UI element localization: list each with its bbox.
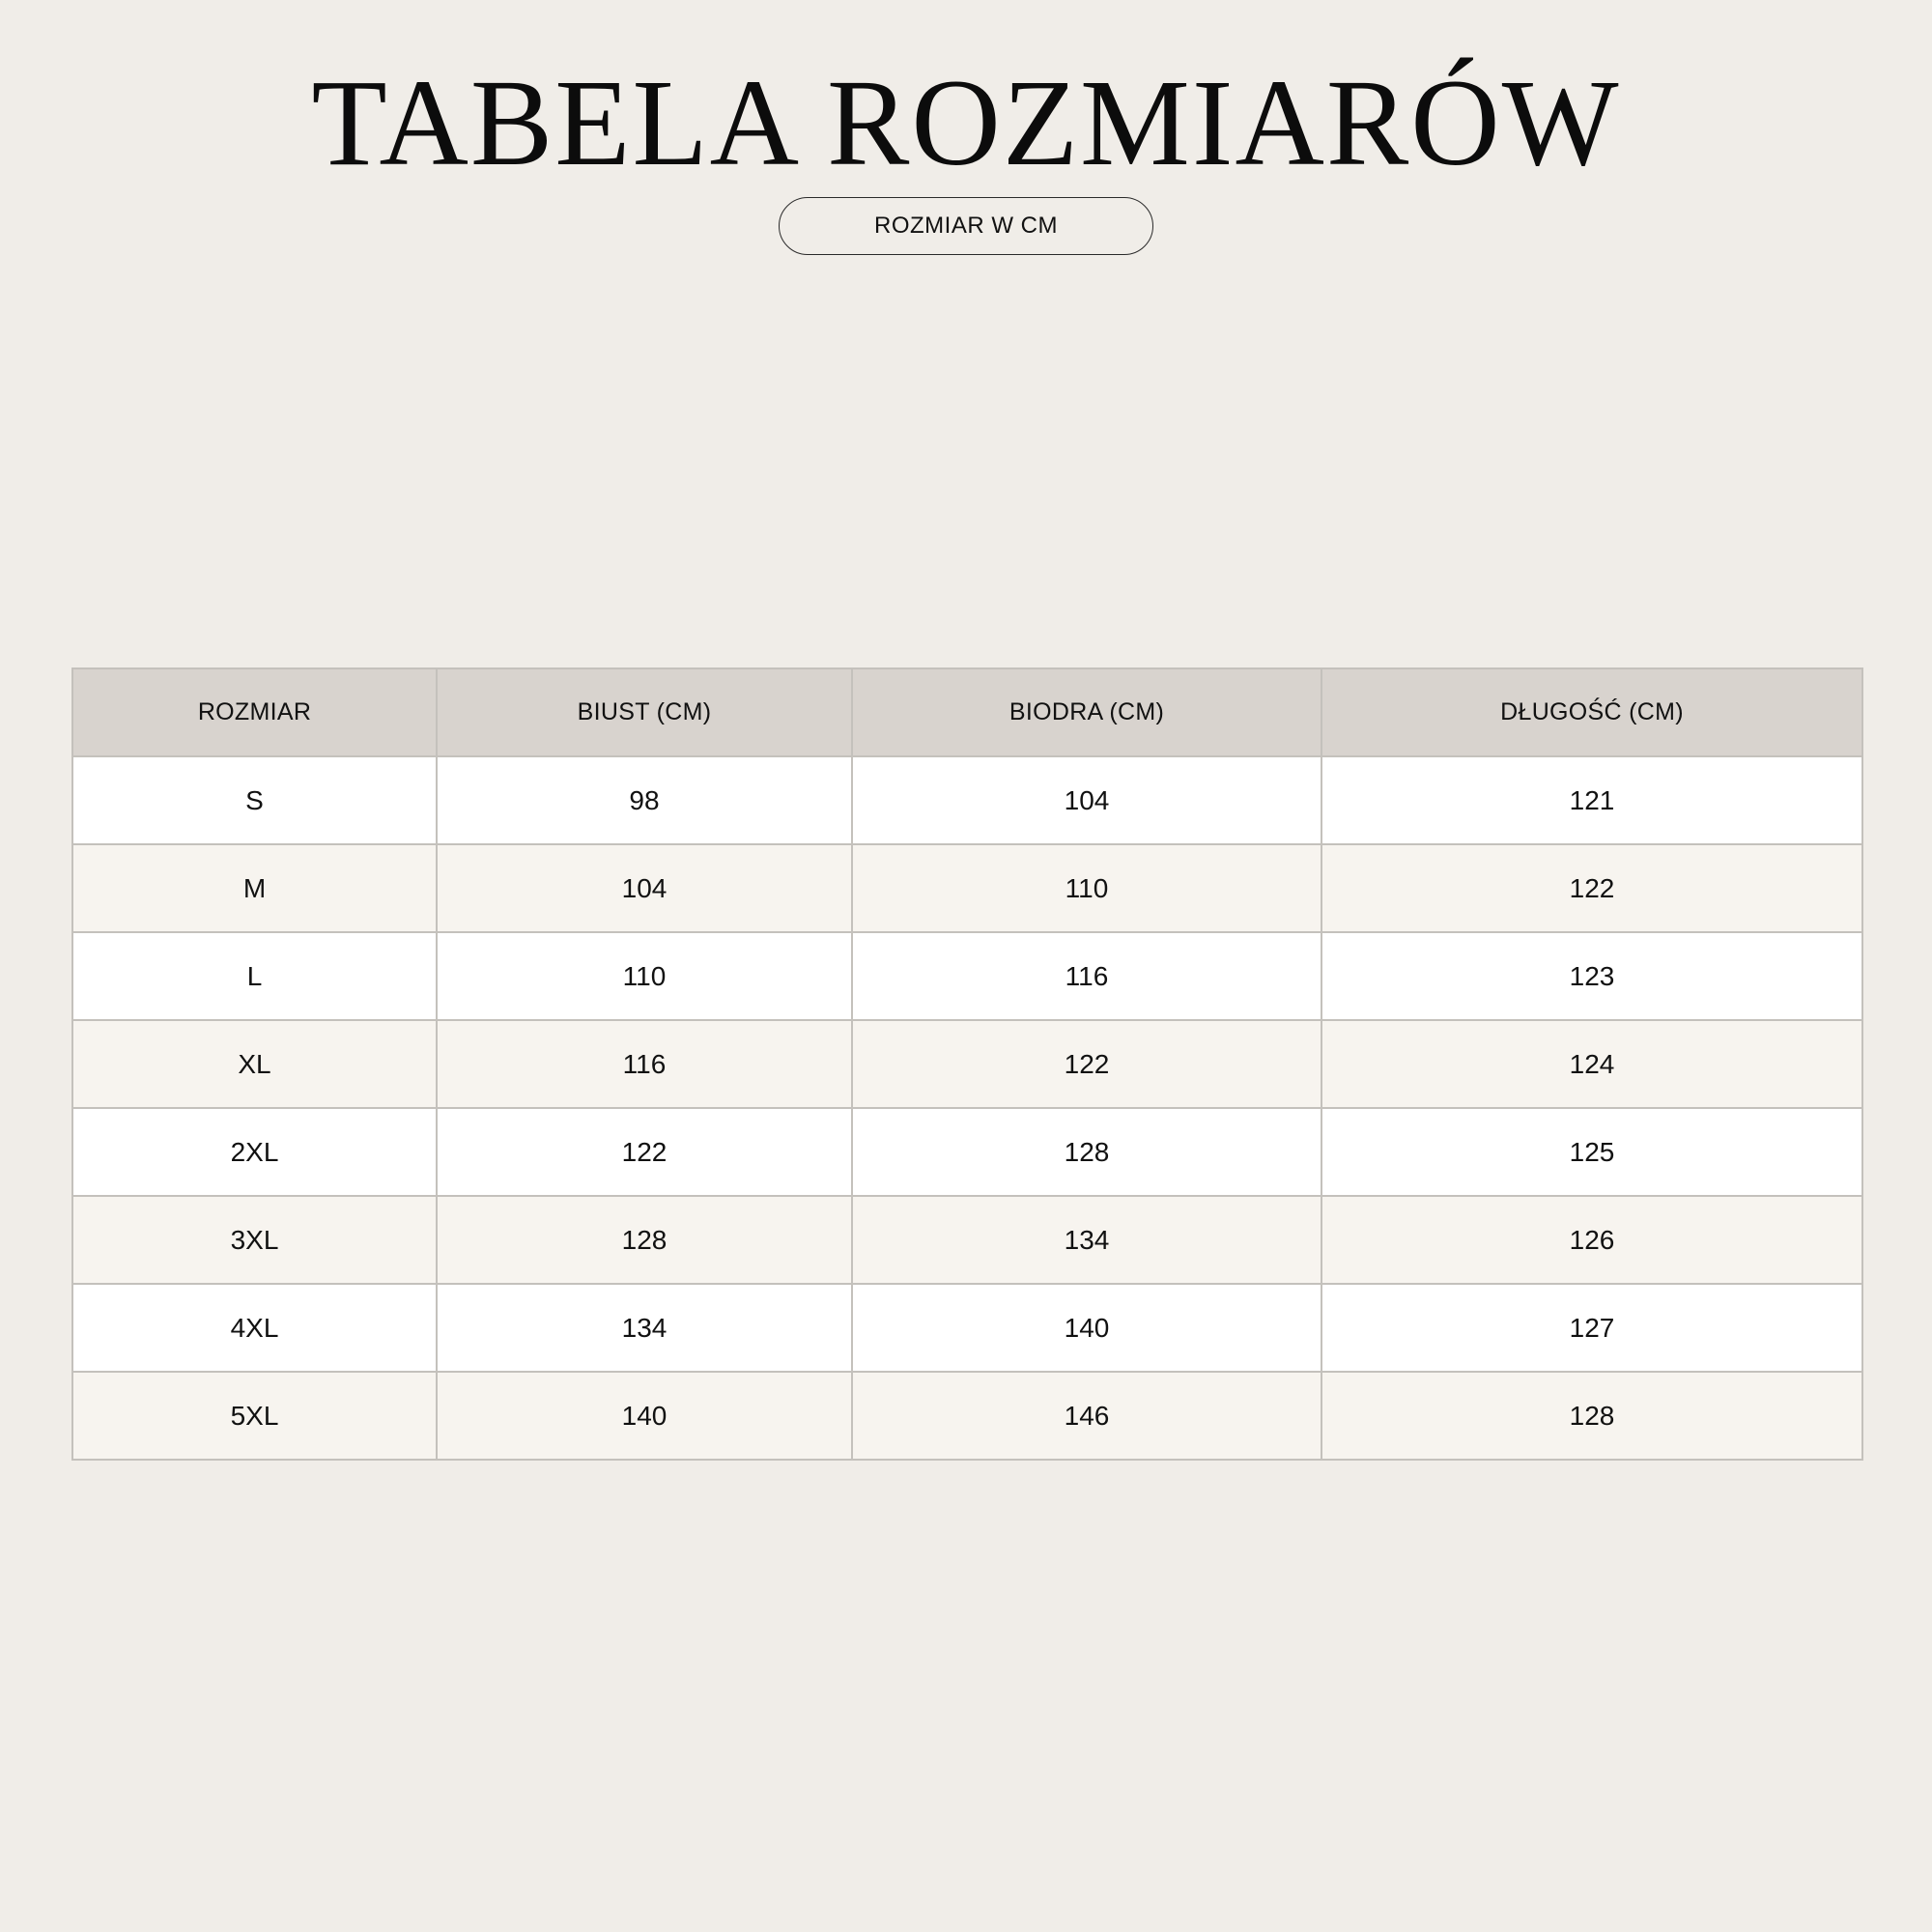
bust-cell: 104: [437, 844, 852, 932]
table-row: [72, 1372, 1862, 1460]
length-cell: 122: [1321, 844, 1862, 932]
size-cell: XL: [72, 1020, 437, 1108]
bust-cell: 98: [437, 756, 852, 844]
hips-cell: 104: [852, 756, 1321, 844]
hips-cell: 134: [852, 1196, 1321, 1284]
size-cell: M: [72, 844, 437, 932]
table-row: [72, 844, 1862, 932]
page-title: TABELA ROZMIARÓW: [311, 54, 1621, 191]
table-header-row: [72, 668, 1862, 756]
bust-cell: 140: [437, 1372, 852, 1460]
table-row: [72, 1196, 1862, 1284]
hips-cell: 122: [852, 1020, 1321, 1108]
table-row: [72, 1284, 1862, 1372]
length-cell: 128: [1321, 1372, 1862, 1460]
hips-cell: 146: [852, 1372, 1321, 1460]
size-cell: 3XL: [72, 1196, 437, 1284]
table-row: [72, 932, 1862, 1020]
bust-cell: 116: [437, 1020, 852, 1108]
table-row: [72, 1108, 1862, 1196]
size-table-container: [71, 668, 1861, 1461]
size-cell: L: [72, 932, 437, 1020]
header-biodra: BIODRA (CM): [852, 668, 1321, 756]
table-row: [72, 756, 1862, 844]
length-cell: 121: [1321, 756, 1862, 844]
hips-cell: 128: [852, 1108, 1321, 1196]
bust-cell: 110: [437, 932, 852, 1020]
length-cell: 125: [1321, 1108, 1862, 1196]
size-cell: 2XL: [72, 1108, 437, 1196]
bust-cell: 134: [437, 1284, 852, 1372]
size-cell: 5XL: [72, 1372, 437, 1460]
bust-cell: 128: [437, 1196, 852, 1284]
length-cell: 124: [1321, 1020, 1862, 1108]
header-dlugosc: DŁUGOŚĆ (CM): [1321, 668, 1862, 756]
length-cell: 126: [1321, 1196, 1862, 1284]
unit-badge: ROZMIAR W CM: [779, 197, 1153, 255]
table-row: [72, 1020, 1862, 1108]
hips-cell: 116: [852, 932, 1321, 1020]
hips-cell: 110: [852, 844, 1321, 932]
length-cell: 127: [1321, 1284, 1862, 1372]
header-rozmiar: ROZMIAR: [72, 668, 437, 756]
bust-cell: 122: [437, 1108, 852, 1196]
length-cell: 123: [1321, 932, 1862, 1020]
size-cell: S: [72, 756, 437, 844]
header-biust: BIUST (CM): [437, 668, 852, 756]
size-cell: 4XL: [72, 1284, 437, 1372]
hips-cell: 140: [852, 1284, 1321, 1372]
size-table: [71, 668, 1863, 1461]
